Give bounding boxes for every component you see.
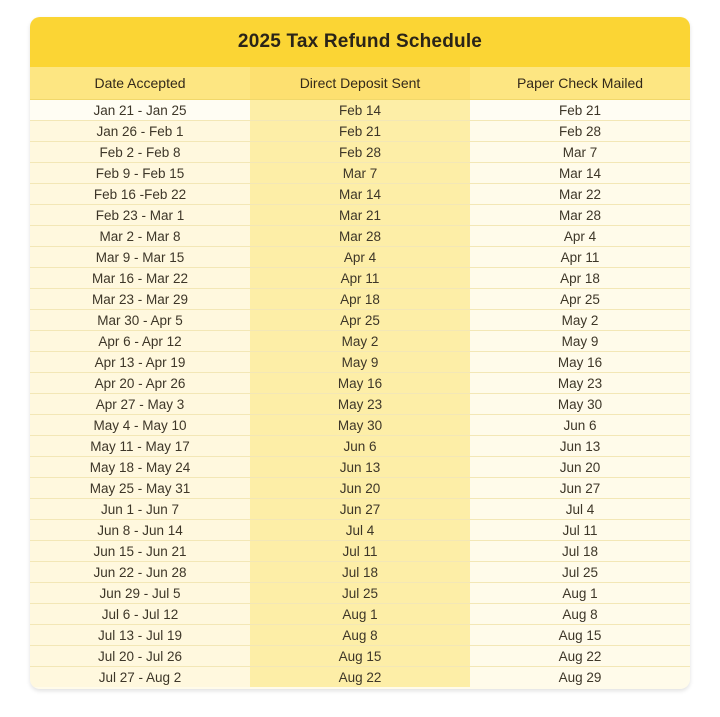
table-row [30, 583, 690, 604]
table-row [30, 247, 690, 268]
table-row [30, 121, 690, 142]
cell-paper-check: Jul 11 [470, 520, 690, 540]
cell-direct-deposit: Jun 27 [250, 499, 470, 519]
cell-paper-check: Feb 28 [470, 121, 690, 141]
cell-paper-check: Mar 28 [470, 205, 690, 225]
cell-direct-deposit: Aug 22 [250, 667, 470, 687]
cell-direct-deposit: Mar 7 [250, 163, 470, 183]
table-row [30, 205, 690, 226]
cell-date-accepted: May 25 - May 31 [30, 478, 250, 498]
cell-direct-deposit: Mar 28 [250, 226, 470, 246]
cell-direct-deposit: May 16 [250, 373, 470, 393]
cell-date-accepted: Jun 29 - Jul 5 [30, 583, 250, 603]
cell-date-accepted: Apr 20 - Apr 26 [30, 373, 250, 393]
column-header-paper-check: Paper Check Mailed [516, 75, 644, 91]
cell-date-accepted: Jun 1 - Jun 7 [30, 499, 250, 519]
cell-paper-check: May 9 [470, 331, 690, 351]
cell-direct-deposit: Apr 25 [250, 310, 470, 330]
cell-direct-deposit: Feb 14 [250, 100, 470, 120]
cell-paper-check: Jul 18 [470, 541, 690, 561]
table-header-row [30, 67, 690, 100]
cell-paper-check: Aug 22 [470, 646, 690, 666]
cell-paper-check: Mar 7 [470, 142, 690, 162]
cell-direct-deposit: Feb 21 [250, 121, 470, 141]
cell-date-accepted: Apr 6 - Apr 12 [30, 331, 250, 351]
table-row [30, 541, 690, 562]
table-row [30, 268, 690, 289]
table-row [30, 457, 690, 478]
cell-date-accepted: Mar 9 - Mar 15 [30, 247, 250, 267]
cell-date-accepted: Mar 30 - Apr 5 [30, 310, 250, 330]
cell-direct-deposit: Jun 13 [250, 457, 470, 477]
cell-direct-deposit: Mar 21 [250, 205, 470, 225]
cell-date-accepted: May 11 - May 17 [30, 436, 250, 456]
table-row [30, 100, 690, 121]
cell-date-accepted: Mar 23 - Mar 29 [30, 289, 250, 309]
cell-direct-deposit: Aug 15 [250, 646, 470, 666]
cell-direct-deposit: Jul 18 [250, 562, 470, 582]
table-row [30, 331, 690, 352]
cell-paper-check: May 2 [470, 310, 690, 330]
cell-paper-check: Mar 14 [470, 163, 690, 183]
cell-date-accepted: Jan 21 - Jan 25 [30, 100, 250, 120]
table-row [30, 415, 690, 436]
cell-date-accepted: Jul 6 - Jul 12 [30, 604, 250, 624]
column-header-direct-deposit: Direct Deposit Sent [250, 67, 470, 99]
table-row [30, 373, 690, 394]
cell-direct-deposit: Mar 14 [250, 184, 470, 204]
cell-paper-check: Jun 27 [470, 478, 690, 498]
cell-date-accepted: Apr 27 - May 3 [30, 394, 250, 414]
table-title-band [30, 17, 690, 67]
cell-direct-deposit: Apr 11 [250, 268, 470, 288]
cell-paper-check: Jun 13 [470, 436, 690, 456]
table-row [30, 352, 690, 373]
table-row [30, 604, 690, 625]
cell-paper-check: Mar 22 [470, 184, 690, 204]
cell-date-accepted: Apr 13 - Apr 19 [30, 352, 250, 372]
column-header-date-accepted: Date Accepted [94, 75, 186, 91]
cell-direct-deposit: Jul 11 [250, 541, 470, 561]
cell-date-accepted: Feb 9 - Feb 15 [30, 163, 250, 183]
table-row [30, 289, 690, 310]
cell-date-accepted: Feb 16 -Feb 22 [30, 184, 250, 204]
table-row [30, 394, 690, 415]
cell-direct-deposit: Aug 1 [250, 604, 470, 624]
cell-paper-check: Jul 25 [470, 562, 690, 582]
cell-direct-deposit: May 2 [250, 331, 470, 351]
cell-direct-deposit: Jun 20 [250, 478, 470, 498]
cell-direct-deposit: May 23 [250, 394, 470, 414]
table-row [30, 646, 690, 667]
cell-date-accepted: Mar 16 - Mar 22 [30, 268, 250, 288]
cell-date-accepted: May 4 - May 10 [30, 415, 250, 435]
cell-date-accepted: May 18 - May 24 [30, 457, 250, 477]
cell-date-accepted: Jul 13 - Jul 19 [30, 625, 250, 645]
cell-paper-check: May 16 [470, 352, 690, 372]
table-row [30, 436, 690, 457]
table-row [30, 625, 690, 646]
table-row [30, 478, 690, 499]
table-row [30, 184, 690, 205]
table-title: 2025 Tax Refund Schedule [237, 31, 483, 52]
cell-date-accepted: Jan 26 - Feb 1 [30, 121, 250, 141]
cell-paper-check: Jun 20 [470, 457, 690, 477]
table-row [30, 310, 690, 331]
cell-paper-check: Aug 1 [470, 583, 690, 603]
cell-date-accepted: Mar 2 - Mar 8 [30, 226, 250, 246]
cell-date-accepted: Jul 20 - Jul 26 [30, 646, 250, 666]
cell-paper-check: Jun 6 [470, 415, 690, 435]
cell-direct-deposit: Jun 6 [250, 436, 470, 456]
cell-date-accepted: Feb 23 - Mar 1 [30, 205, 250, 225]
table-body [30, 100, 690, 687]
cell-date-accepted: Jun 15 - Jun 21 [30, 541, 250, 561]
table-row [30, 163, 690, 184]
cell-direct-deposit: May 30 [250, 415, 470, 435]
cell-date-accepted: Jun 8 - Jun 14 [30, 520, 250, 540]
cell-paper-check: Apr 4 [470, 226, 690, 246]
cell-paper-check: Apr 18 [470, 268, 690, 288]
cell-paper-check: Feb 21 [470, 100, 690, 120]
cell-direct-deposit: Jul 4 [250, 520, 470, 540]
cell-paper-check: Apr 25 [470, 289, 690, 309]
cell-paper-check: May 30 [470, 394, 690, 414]
table-row [30, 520, 690, 541]
cell-date-accepted: Jul 27 - Aug 2 [30, 667, 250, 687]
table-row [30, 499, 690, 520]
cell-direct-deposit: Feb 28 [250, 142, 470, 162]
cell-direct-deposit: Jul 25 [250, 583, 470, 603]
table-row [30, 142, 690, 163]
cell-paper-check: May 23 [470, 373, 690, 393]
cell-direct-deposit: Aug 8 [250, 625, 470, 645]
cell-date-accepted: Feb 2 - Feb 8 [30, 142, 250, 162]
table-row [30, 226, 690, 247]
cell-paper-check: Aug 29 [470, 667, 690, 687]
cell-direct-deposit: Apr 4 [250, 247, 470, 267]
table-row [30, 667, 690, 687]
table-row [30, 562, 690, 583]
cell-direct-deposit: Apr 18 [250, 289, 470, 309]
cell-paper-check: Aug 8 [470, 604, 690, 624]
cell-paper-check: Aug 15 [470, 625, 690, 645]
cell-date-accepted: Jun 22 - Jun 28 [30, 562, 250, 582]
cell-direct-deposit: May 9 [250, 352, 470, 372]
cell-paper-check: Jul 4 [470, 499, 690, 519]
refund-schedule-table [30, 17, 690, 689]
cell-paper-check: Apr 11 [470, 247, 690, 267]
